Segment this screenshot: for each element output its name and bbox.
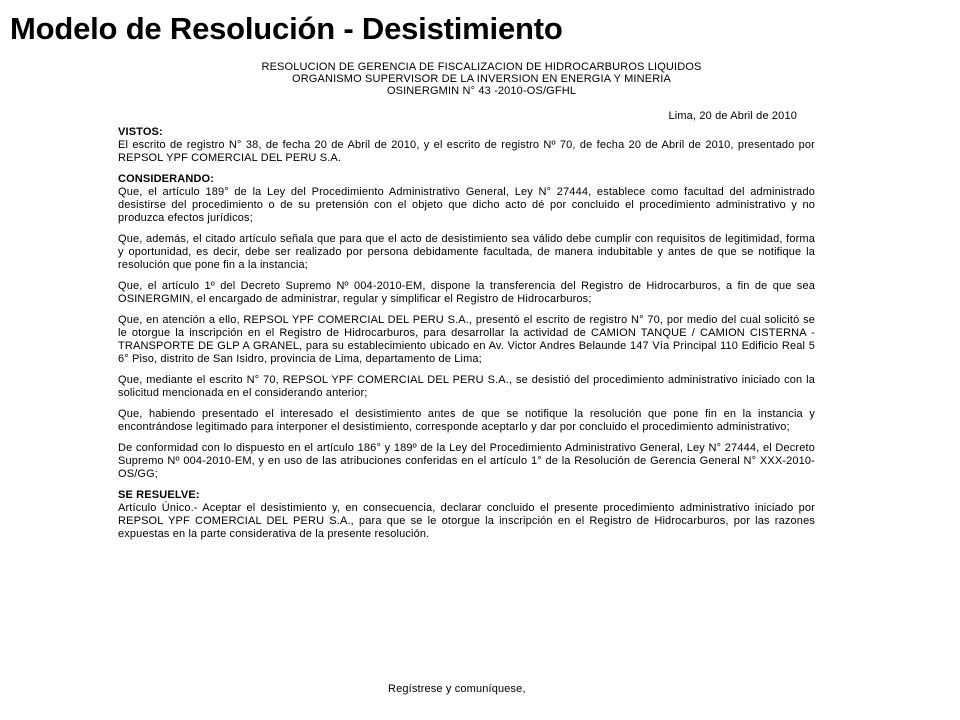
considerando-paragraph: Que, además, el citado artículo señala que para que el acto de desistimiento sea válido debe cumplir con requisitos de legitimidad, forma y oportunidad, es decir, debe ser realizado por persona debidamente facultada, de manera indubitable y antes de que se notifique la resolución que pone fin a la instancia; (118, 233, 815, 271)
considerando-paragraph: Que, habiendo presentado el interesado el desistimiento antes de que se notifique la resolución que pone fin en la instancia y encontrándose legitimado para interponer el desistimiento, corresponde aceptarlo y dar por concluido el procedimiento administrativo; (118, 408, 815, 433)
considerando-heading: CONSIDERANDO: (118, 173, 215, 185)
document-header (148, 61, 815, 97)
considerando-paragraph: Que, el artículo 1º del Decreto Supremo Nº 004-2010-EM, dispone la transferencia del Registro de Hidrocarburos, a fin de que sea OSINERGMIN, el encargado de administrar, regular y simplificar el Registro de Hidrocarburos; (118, 280, 815, 305)
vistos-heading: VISTOS: (118, 126, 163, 138)
document-date: Lima, 20 de Abril de 2010 (668, 110, 797, 122)
resuelve-heading: SE RESUELVE: (118, 489, 200, 501)
resolution-document (118, 61, 815, 541)
closing-text: Regístrese y comuníquese, (388, 683, 526, 695)
considerando-paragraph: Que, mediante el escrito N° 70, REPSOL YPF COMERCIAL DEL PERU S.A., se desistió del procedimiento administrativo iniciado con la solicitud mencionada en el considerando anterior; (118, 374, 815, 399)
slide-title: Modelo de Resolución - Desistimiento (10, 11, 563, 46)
header-line-2: ORGANISMO SUPERVISOR DE LA INVERSION EN ENERGIA Y MINERIA (292, 73, 671, 85)
header-line-1: RESOLUCION DE GERENCIA DE FISCALIZACION DE HIDROCARBUROS LIQUIDOS (261, 61, 702, 73)
header-line-3: OSINERGMIN N° 43 -2010-OS/GFHL (386, 85, 577, 97)
considerando-paragraph: Que, el artículo 189° de la Ley del Procedimiento Administrativo General, Ley N° 27444, establece como facultad del administrado desistirse del procedimiento o de su pretensión con el objeto que dicho acto dé por concluido el procedimiento administrativo y no produzca efectos jurídicos; (118, 186, 815, 224)
considerando-paragraph: Que, en atención a ello, REPSOL YPF COMERCIAL DEL PERU S.A., presentó el escrito de registro N° 70, por medio del cual solicitó se le otorgue la inscripción en el Registro de Hidrocarburos, para desarrollar la actividad de CAMION TANQUE / CAMION CISTERNA - TRANSPORTE DE GLP A GRANEL, para su establecimiento ubicado en Av. Victor Andres Belaunde 147 Vía Principal 110 Edificio Real 5 6° Piso, distrito de San Isidro, provincia de Lima, departamento de Lima; (118, 314, 815, 365)
vistos-text: El escrito de registro N° 38, de fecha 20 de Abril de 2010, y el escrito de registro Nº 70, de fecha 20 de Abril de 2010, presentado por REPSOL YPF COMERCIAL DEL PERU S.A. (118, 139, 815, 164)
considerando-paragraph: De conformidad con lo dispuesto en el artículo 186° y 189º de la Ley del Procedimiento Administrativo General, Ley N° 27444, el Decreto Supremo Nº 004-2010-EM, y en uso de las atribuciones conferidas en el artículo 1° de la Resolución de Gerencia General N° XXX-2010-OS/GG; (118, 442, 815, 480)
resuelve-text: Artículo Único.- Aceptar el desistimiento y, en consecuencia, declarar concluido el presente procedimiento administrativo iniciado por REPSOL YPF COMERCIAL DEL PERU S.A., para que se le otorgue la inscripción en el Registro de Hidrocarburos, por las razones expuestas en la parte considerativa de la presente resolución. (118, 502, 815, 540)
